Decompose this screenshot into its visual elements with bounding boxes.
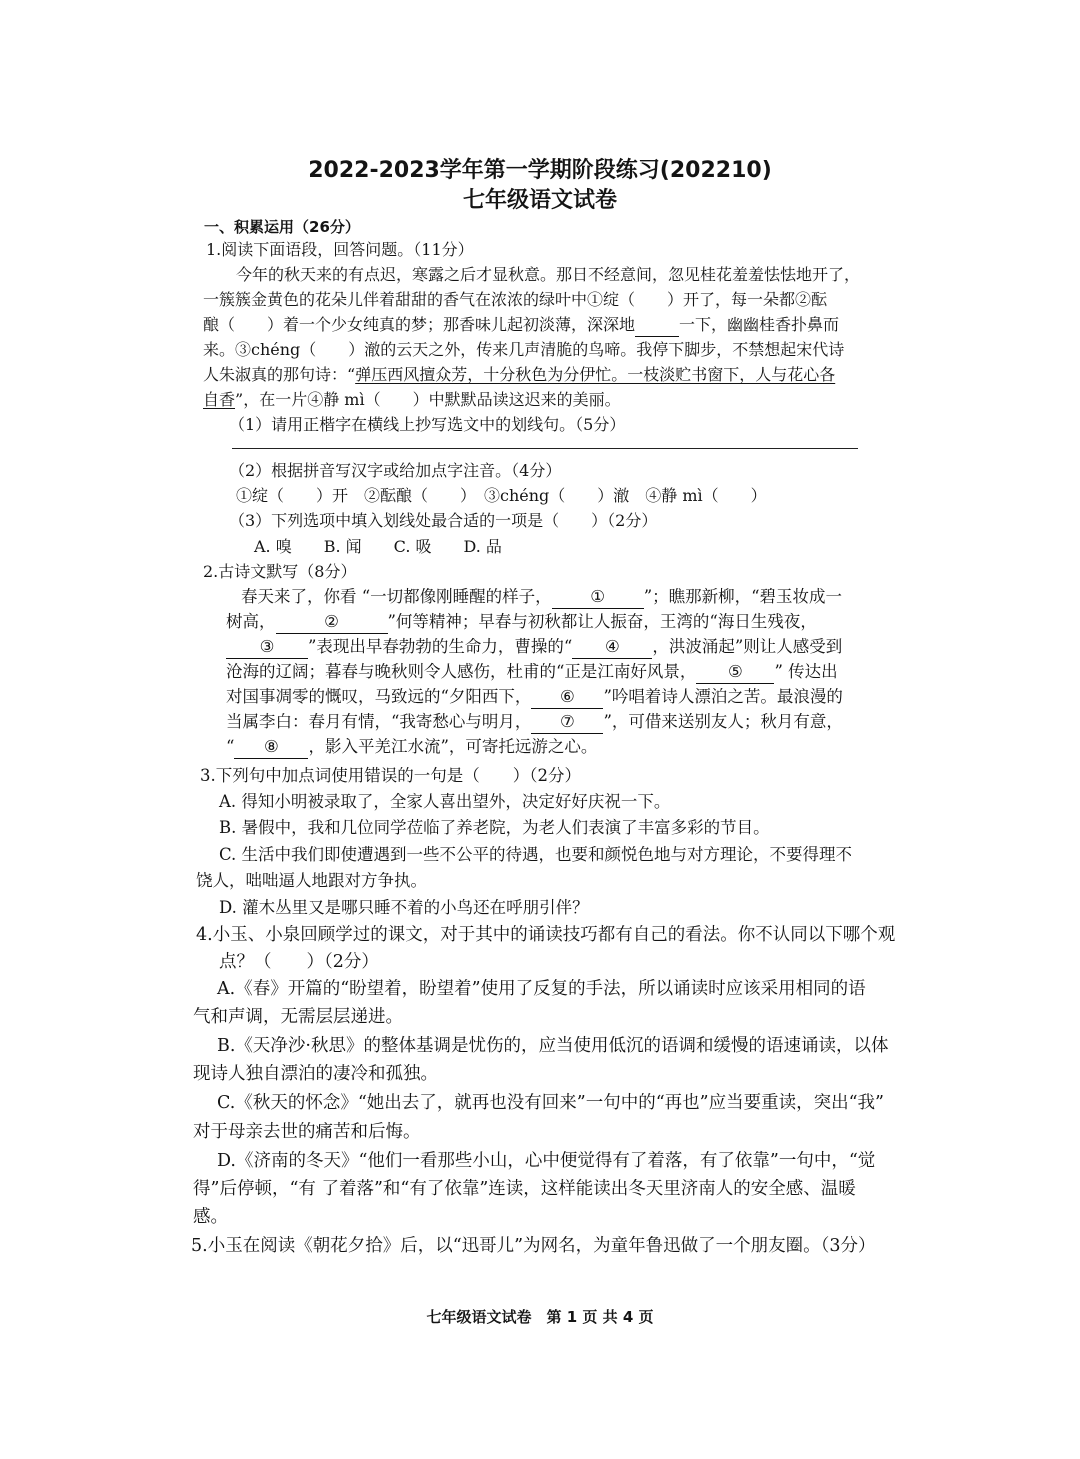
q2-text: ”，可借来送别友人；秋月有意， xyxy=(603,712,843,731)
q1-sub3: （3）下列选项中填入划线处最合适的一项是（ ）（2分） xyxy=(229,511,658,530)
q2-text: 沧海的辽阔；暮春与晚秋则令人感伤，杜甫的“正是江南好风景， xyxy=(226,662,697,681)
q1-fill-blank[interactable] xyxy=(635,314,679,337)
exam-title: 2022-2023学年第一学期阶段练习(202210) xyxy=(308,158,772,183)
q2-line xyxy=(226,661,838,684)
q1-passage-line: 来。③chéng（ ）澈的云天之外，传来几声清脆的鸟啼。我停下脚步，不禁想起宋代诗 xyxy=(203,340,845,359)
q1-options: A. 嗅 B. 闻 C. 吸 D. 品 xyxy=(254,537,502,556)
section-heading: 一、积累运用（26分） xyxy=(204,218,360,236)
q1-passage-text: ”，在一片④静 mì（ ）中默默品读这迟来的美丽。 xyxy=(235,390,621,409)
q2-line xyxy=(226,686,843,709)
q2-blank-6[interactable]: ⑥ xyxy=(531,686,603,709)
q2-blank-5[interactable]: ⑤ xyxy=(696,661,774,684)
q4-option-c: C.《秋天的怀念》“她出去了，就再也没有回来”一句中的“再也”应当要重读，突出“我” xyxy=(217,1093,885,1113)
q4-option-d-cont: 得”后停顿，“有 了着落”和“有了依靠”连读，这样能读出冬天里济南人的安全感、温暖 xyxy=(193,1179,856,1199)
q3-option-c-cont: 饶人，咄咄逼人地跟对方争执。 xyxy=(196,871,427,890)
q4-option-a: A.《春》开篇的“盼望着，盼望着”使用了反复的手法，所以诵读时应该采用相同的语 xyxy=(217,979,866,999)
q1-passage-line xyxy=(203,389,621,411)
page-footer: 七年级语文试卷 第 1 页 共 4 页 xyxy=(426,1308,654,1326)
q4-stem-cont: 点？（ ）（2分） xyxy=(219,952,379,972)
q2-line xyxy=(241,586,842,609)
q2-text: 树高， xyxy=(226,612,276,631)
q3-option-d: D. 灌木丛里又是哪只睡不着的小鸟还在呼朋引伴？ xyxy=(219,898,589,917)
q2-text: 对国事凋零的慨叹，马致远的“夕阳西下， xyxy=(226,687,532,706)
q2-line xyxy=(226,611,817,634)
q2-stem: 2.古诗文默写（8分） xyxy=(203,562,357,581)
q1-answer-line[interactable] xyxy=(232,448,858,449)
q2-blank-7[interactable]: ⑦ xyxy=(531,711,603,734)
q1-underlined-poem: 弹压西风擅众芳，十分秋色为分伊忙。一枝淡贮书窗下，人与花心各 xyxy=(355,365,836,384)
q2-text: ” 传达出 xyxy=(774,662,838,681)
q1-sub1: （1）请用正楷字在横线上抄写选文中的划线句。（5分） xyxy=(229,415,626,434)
q1-sub2: （2）根据拼音写汉字或给加点字注音。（4分） xyxy=(229,461,562,480)
q2-text: ”吟唱着诗人漂泊之苦。最浪漫的 xyxy=(603,687,843,706)
q1-passage-line xyxy=(203,314,839,337)
q2-blank-2[interactable]: ② xyxy=(276,611,388,634)
q2-blank-8[interactable]: ⑧ xyxy=(234,736,308,759)
q2-line xyxy=(226,736,597,759)
q4-option-c-cont: 对于母亲去世的痛苦和后悔。 xyxy=(193,1122,421,1142)
q1-stem: 1.阅读下面语段，回答问题。（11分） xyxy=(206,240,474,259)
q2-text: ”；瞧那新柳，“碧玉妆成一 xyxy=(643,587,843,606)
q4-option-d-cont: 感。 xyxy=(193,1207,228,1227)
q2-text: ”何等精神；早春与初秋都让人振奋，王湾的“海日生残夜， xyxy=(387,612,817,631)
q4-option-b-cont: 现诗人独自漂泊的凄冷和孤独。 xyxy=(193,1064,438,1084)
q1-passage-text: 一下，幽幽桂香扑鼻而 xyxy=(679,315,840,334)
q2-text: 春天来了，你看 “一切都像刚睡醒的样子， xyxy=(241,587,552,606)
q1-passage-line: 今年的秋天来的有点迟，寒露之后才显秋意。那日不经意间，忽见桂花羞羞怯怯地开了， xyxy=(236,265,861,284)
q3-option-a: A. 得知小明被录取了，全家人喜出望外，决定好好庆祝一下。 xyxy=(219,792,671,811)
q3-option-b: B. 暑假中，我和几位同学莅临了养老院，为老人们表演了丰富多彩的节目。 xyxy=(219,818,770,837)
q4-option-a-cont: 气和声调，无需层层递进。 xyxy=(193,1007,403,1027)
q1-passage-text: 人朱淑真的那句诗：“ xyxy=(203,365,356,384)
q2-text: ”表现出早春勃勃的生命力，曹操的“ xyxy=(308,637,573,656)
q1-underlined-poem: 自香 xyxy=(203,390,236,409)
exam-subtitle: 七年级语文试卷 xyxy=(462,188,617,213)
q4-option-d: D.《济南的冬天》“他们一看那些小山，心中便觉得有了着落，有了依靠”一句中，“觉 xyxy=(217,1151,876,1171)
q3-stem: 3.下列句中加点词使用错误的一句是（ ）（2分） xyxy=(200,766,581,785)
q2-blank-1[interactable]: ① xyxy=(552,586,644,609)
q2-text: “ xyxy=(226,737,235,756)
q2-blank-3[interactable]: ③ xyxy=(226,636,308,659)
q1-passage-line xyxy=(203,364,835,386)
q1-passage-line: 一簇簇金黄色的花朵儿伴着甜甜的香气在浓浓的绿叶中①绽（ ）开了，每一朵都②酝 xyxy=(203,290,828,309)
q2-text: ，影入平羌江水流”，可寄托远游之心。 xyxy=(308,737,598,756)
q5-stem: 5.小玉在阅读《朝花夕拾》后，以“迅哥儿”为网名，为童年鲁迅做了一个朋友圈。（3分） xyxy=(191,1236,876,1256)
q2-text: 当属李白：春月有情，“我寄愁心与明月， xyxy=(226,712,532,731)
q2-line xyxy=(226,711,843,734)
q2-line xyxy=(226,636,842,659)
q4-stem: 4.小玉、小泉回顾学过的课文，对于其中的诵读技巧都有自己的看法。你不认同以下哪个观 xyxy=(196,925,896,945)
q1-passage-text: 酿（ ）着一个少女纯真的梦；那香味儿起初淡薄，深深地 xyxy=(203,315,636,334)
q1-sub2-items: ①绽（ ）开 ②酝酿（ ） ③chéng（ ）澈 ④静 mì（ ） xyxy=(236,486,767,505)
q2-text: ，洪波涌起”则让人感受到 xyxy=(652,637,843,656)
q3-option-c: C. 生活中我们即使遭遇到一些不公平的待遇，也要和颜悦色地与对方理论，不要得理不 xyxy=(219,845,853,864)
q2-blank-4[interactable]: ④ xyxy=(572,636,652,659)
q4-option-b: B.《天净沙·秋思》的整体基调是忧伤的，应当使用低沉的语调和缓慢的语速诵读，以体 xyxy=(217,1036,889,1056)
